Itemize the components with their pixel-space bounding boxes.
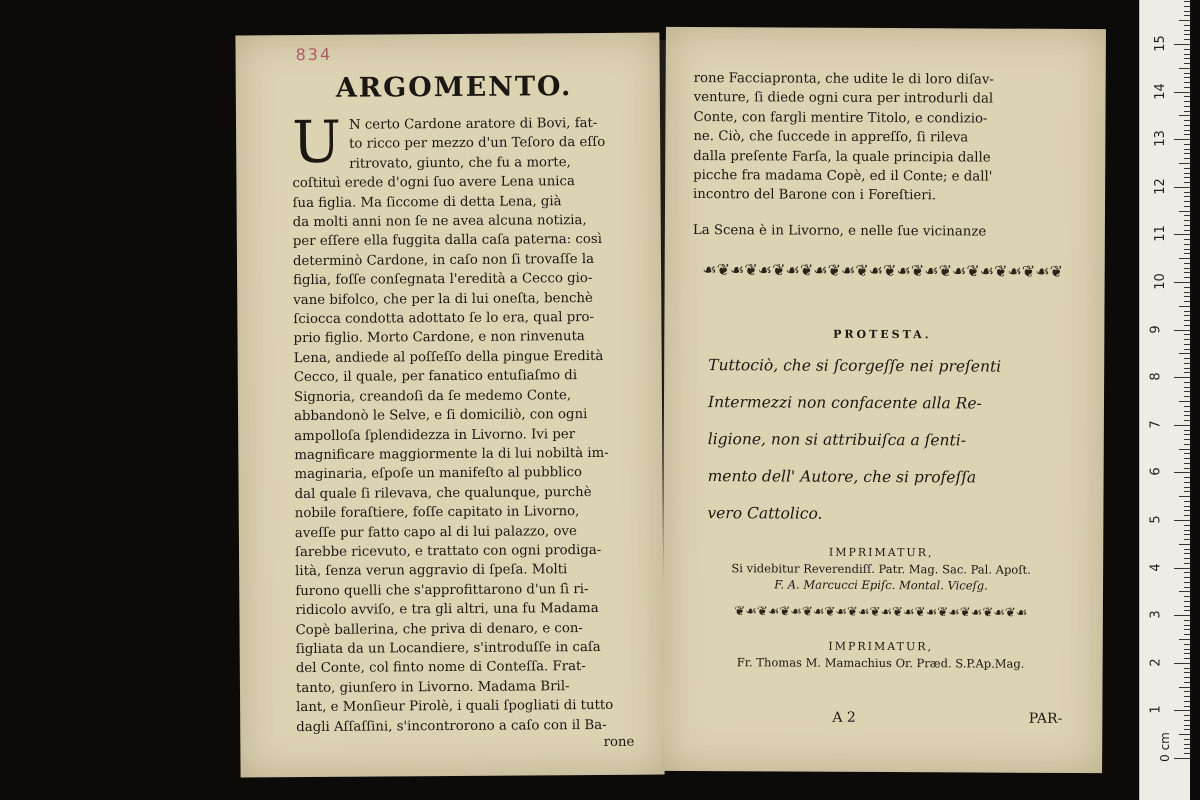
ruler-tick: [1184, 125, 1190, 126]
imprimatur-1-line2: F. A. Marcucci Epiſc. Montal. Viceſg.: [774, 577, 988, 593]
page-title: ARGOMENTO.: [335, 71, 573, 104]
ruler-tick: [1184, 358, 1190, 359]
protesta-text: [707, 355, 1072, 526]
ruler-tick: [1184, 30, 1190, 31]
text-line: ampolloſa ſplendidezza in Livorno. Ivi per: [294, 426, 576, 444]
ruler-tick: [1184, 744, 1190, 745]
text-line: nobile foraſtiere, foſſe capitato in Livorno,: [294, 504, 580, 522]
catchword-left: rone: [603, 734, 635, 750]
ruler-tick: [1184, 430, 1190, 431]
ruler-tick: [1184, 292, 1190, 293]
ruler-tick: [1179, 115, 1190, 116]
ruler-tick: [1184, 272, 1190, 273]
text-line: figlia, foſſe conſegnata l'eredità a Cecco gio-: [293, 271, 593, 289]
ruler-tick: [1179, 734, 1190, 735]
ruler-tick: [1184, 539, 1190, 540]
ruler-tick: [1184, 111, 1190, 112]
ruler-tick: [1184, 748, 1190, 749]
text-line: ſigliata da un Locandiere, s'introduſſe in caſa: [295, 639, 601, 658]
ruler-tick: [1174, 92, 1190, 93]
ruler-tick: [1184, 601, 1190, 602]
ruler-tick: [1184, 239, 1190, 240]
ruler-tick: [1184, 6, 1190, 7]
text-line: Cecco, il quale, per fanatico entuſiaſmo di: [293, 368, 578, 386]
ruler-tick: [1184, 268, 1190, 269]
protesta-line: Intermezzi non confacente alla Re-: [707, 393, 982, 413]
ruler-number: 4: [1148, 562, 1164, 572]
ruler-tick: [1184, 530, 1190, 531]
text-line: Signoria, creandoſi da ſe medemo Conte,: [293, 387, 572, 405]
ruler-tick: [1184, 120, 1190, 121]
ruler-tick: [1184, 334, 1190, 335]
protesta-line: vero Cattolico.: [707, 504, 823, 524]
ruler-tick: [1184, 487, 1190, 488]
ruler-tick: [1184, 725, 1190, 726]
ruler-tick: [1184, 672, 1190, 673]
ruler-tick: [1184, 320, 1190, 321]
ruler-tick: [1184, 439, 1190, 440]
ruler-tick: [1184, 501, 1190, 502]
ruler-tick: [1184, 158, 1190, 159]
ruler-tick: [1179, 496, 1190, 497]
text-line: aveſſe pur fatto capo al di lui palazzo, ove: [294, 523, 577, 541]
ruler-tick: [1184, 515, 1190, 516]
ruler-tick: [1184, 729, 1190, 730]
ruler-number: 8: [1148, 372, 1164, 381]
ruler-tick: [1184, 482, 1190, 483]
ruler-tick: [1184, 315, 1190, 316]
ruler-number: 13: [1152, 130, 1168, 147]
ruler-number: 9: [1148, 324, 1164, 334]
signature-mark: A 2: [832, 709, 856, 726]
ruler-tick: [1184, 596, 1190, 597]
ruler-tick: [1179, 591, 1190, 592]
ruler-tick: [1174, 520, 1190, 521]
ruler-tick: [1184, 506, 1190, 507]
text-line: dal quale ſi rilevava, che qualunque, purchè: [294, 484, 592, 502]
ruler-tick: [1184, 534, 1190, 535]
text-line: venture, ſi diede ogni cura per introdurli dal: [693, 90, 994, 107]
ruler-tick: [1174, 44, 1190, 45]
ruler-number: 15: [1152, 35, 1168, 52]
ruler-tick: [1174, 282, 1190, 283]
text-line: Copè ballerina, che priva di denaro, e con-: [295, 620, 583, 638]
ruler-tick: [1184, 34, 1190, 35]
ruler-tick: [1184, 1, 1190, 2]
text-line: abbandonò le Selve, e ſi domiciliò, con ogni: [294, 407, 588, 425]
scene-line: La Scena è in Livorno, e nelle ſue vicinanze: [692, 222, 987, 240]
ruler-tick: [1184, 339, 1190, 340]
ruler-tick: [1174, 187, 1190, 188]
ruler-tick: [1179, 687, 1190, 688]
ruler-tick: [1184, 73, 1190, 74]
ruler-tick: [1174, 758, 1190, 759]
ruler-tick: [1179, 449, 1190, 450]
ruler-tick: [1184, 177, 1190, 178]
ruler-tick: [1184, 549, 1190, 550]
page-footer: [832, 710, 1062, 727]
ruler-tick: [1184, 411, 1190, 412]
ruler-tick: [1184, 634, 1190, 635]
ruler-tick: [1184, 406, 1190, 407]
ruler-tick: [1184, 644, 1190, 645]
ruler-tick: [1184, 173, 1190, 174]
ruler-tick: [1184, 215, 1190, 216]
ruler-tick: [1184, 477, 1190, 478]
ruler-tick: [1184, 58, 1190, 59]
ruler-tick: [1184, 15, 1190, 16]
ornament-band-1: ☙❦☙❦☙❦☙❦☙❦☙❦☙❦☙❦☙❦☙❦☙❦☙❦☙❦: [702, 259, 1064, 281]
ruler-tick: [1174, 568, 1190, 569]
ruler-tick: [1184, 196, 1190, 197]
ornament-band-2: ❦☙❦☙❦☙❦☙❦☙❦☙❦☙❦☙❦☙❦☙❦☙❦☙❦☙: [734, 604, 1028, 621]
ruler-tick: [1184, 368, 1190, 369]
imprimatur-2-title: IMPRIMATUR,: [828, 639, 934, 654]
ruler-tick: [1179, 639, 1190, 640]
ruler-tick: [1184, 263, 1190, 264]
ruler-tick: [1184, 444, 1190, 445]
ruler-tick: [1184, 691, 1190, 692]
ruler-tick: [1184, 668, 1190, 669]
ruler-tick: [1174, 710, 1190, 711]
ruler-tick: [1184, 468, 1190, 469]
ruler-tick: [1184, 753, 1190, 754]
ruler-tick: [1184, 192, 1190, 193]
ruler-tick: [1184, 296, 1190, 297]
ruler-tick: [1184, 325, 1190, 326]
ruler-tick: [1184, 382, 1190, 383]
text-line: vane bifolco, che per la di lui oneſta, benchè: [293, 290, 593, 308]
ruler-tick: [1184, 149, 1190, 150]
ruler-tick: [1184, 287, 1190, 288]
ruler-tick: [1184, 311, 1190, 312]
text-line: rone Facciapronta, che udite le di loro diſav-: [693, 70, 994, 88]
ruler-tick: [1184, 277, 1190, 278]
ruler-tick: [1184, 82, 1190, 83]
text-line: to ricco per mezzo d'un Teſoro da eſſo: [349, 135, 606, 153]
drop-cap: U: [291, 107, 342, 177]
text-line: incontro del Barone con i Foreſtieri.: [693, 187, 937, 204]
ruler-tick: [1184, 130, 1190, 131]
ruler-tick: [1184, 182, 1190, 183]
ruler-tick: [1184, 563, 1190, 564]
ruler-tick: [1184, 434, 1190, 435]
ruler-number: 5: [1148, 515, 1164, 524]
text-line: del Conte, col finto nome di Conteſſa. Frat-: [295, 659, 586, 677]
ruler-number: 2: [1148, 658, 1164, 667]
protesta-line: mento dell' Autore, che si profeſſa: [707, 467, 977, 487]
text-line: da molti anni non ſe ne avea alcuna notizia,: [292, 213, 587, 231]
ruler-tick: [1184, 620, 1190, 621]
ruler-number: 7: [1148, 420, 1164, 429]
ruler-tick: [1184, 715, 1190, 716]
ruler-tick: [1184, 106, 1190, 107]
ruler-tick: [1179, 20, 1190, 21]
text-line: Lena, andiede al poſſeſſo della pingue Eredità: [293, 348, 604, 366]
ruler-tick: [1184, 144, 1190, 145]
ruler-tick: [1184, 363, 1190, 364]
ruler-tick: [1174, 472, 1190, 473]
ruler-tick: [1174, 615, 1190, 616]
ruler-tick: [1184, 349, 1190, 350]
ruler-tick: [1174, 663, 1190, 664]
ruler-number: 3: [1148, 610, 1164, 619]
ruler-number: 6: [1148, 467, 1164, 477]
ruler-tick: [1184, 201, 1190, 202]
imprimatur-1-title: IMPRIMATUR,: [828, 545, 934, 560]
ruler-tick: [1184, 491, 1190, 492]
ruler-tick: [1179, 401, 1190, 402]
measurement-ruler: [1139, 0, 1190, 800]
ruler-tick: [1184, 25, 1190, 26]
ruler-tick: [1184, 572, 1190, 573]
right-page: [662, 27, 1106, 773]
protesta-line: Tuttociò, che si ſcorgeſſe nei preſenti: [708, 356, 1002, 376]
catchword-right: PAR-: [1028, 710, 1063, 727]
ruler-tick: [1184, 658, 1190, 659]
ruler-tick: [1184, 653, 1190, 654]
argument-continuation: [693, 69, 1074, 207]
ruler-tick: [1184, 510, 1190, 511]
ruler-tick: [1179, 258, 1190, 259]
ruler-tick: [1184, 629, 1190, 630]
ruler-tick: [1179, 544, 1190, 545]
ruler-tick: [1184, 610, 1190, 611]
left-page: [235, 33, 664, 778]
ruler-number: 10: [1152, 273, 1168, 290]
ruler-tick: [1184, 372, 1190, 373]
ruler-tick: [1184, 696, 1190, 697]
ruler-tick: [1184, 606, 1190, 607]
text-line: ritrovato, giunto, che fu a morte,: [349, 154, 571, 172]
text-line: furono quelli che s'approfittarono d'un ſì ri-: [295, 581, 589, 599]
ruler-tick: [1184, 344, 1190, 345]
ruler-tick: [1179, 306, 1190, 307]
ruler-tick: [1184, 391, 1190, 392]
text-line: ſua figlia. Ma ſiccome di detta Lena, già: [292, 193, 562, 211]
ruler-tick: [1179, 163, 1190, 164]
ruler-tick: [1184, 558, 1190, 559]
ruler-tick: [1184, 220, 1190, 221]
text-line: magnificare maggiormente la di lui nobiltà im-: [294, 445, 609, 463]
ruler-tick: [1174, 234, 1190, 235]
text-line: maginaria, eſpoſe un manifeſto al pubblico: [294, 465, 583, 483]
text-line: ſciocca condotta adottato ſe lo era, qual pro-: [293, 310, 595, 328]
ruler-tick: [1184, 387, 1190, 388]
ruler-tick: [1179, 68, 1190, 69]
argument-text: [291, 107, 642, 737]
text-line: per eſſere ella fuggita dalla caſa paterna: così: [292, 232, 602, 250]
ruler-tick: [1184, 134, 1190, 135]
ruler-tick: [1184, 396, 1190, 397]
ruler-tick: [1174, 377, 1190, 378]
imprimatur-1-line1: Si videbitur Reverendiſſ. Patr. Mag. Sac. Pal. Apoſt.: [731, 561, 1031, 577]
ruler-tick: [1184, 249, 1190, 250]
text-line: N certo Cardone aratore di Bovi, fat-: [348, 115, 598, 133]
ruler-tick: [1184, 87, 1190, 88]
text-line: lant, e Monſieur Pirolè, i quali ſpogliati di tutto: [296, 698, 614, 716]
text-line: ne. Ciò, che ſuccede in appreſſo, ſi rileva: [693, 129, 969, 146]
ruler-tick: [1184, 739, 1190, 740]
ruler-tick: [1179, 353, 1190, 354]
ruler-tick: [1184, 153, 1190, 154]
ruler-tick: [1184, 301, 1190, 302]
ruler-number: 1: [1148, 705, 1164, 715]
text-line: dalla preſente Farſa, la quale principia dalle: [693, 148, 991, 166]
text-line: ſarebbe ricevuto, e trattato con ogni prodiga-: [294, 542, 602, 561]
ruler-tick: [1184, 420, 1190, 421]
ruler-tick: [1184, 701, 1190, 702]
ruler-tick: [1174, 139, 1190, 140]
ruler-tick: [1184, 625, 1190, 626]
text-line: dagli Aſſaſſini, s'incontrorono a caſo con il Ba-: [296, 717, 607, 735]
ruler-tick: [1184, 230, 1190, 231]
ruler-tick: [1184, 54, 1190, 55]
ruler-tick: [1184, 96, 1190, 97]
argument-lines: [291, 107, 642, 737]
ruler-tick: [1184, 458, 1190, 459]
ruler-tick: [1184, 677, 1190, 678]
text-line: coſtituì erede d'ogni ſuo avere Lena unica: [292, 174, 575, 192]
text-line: picche fra madama Copè, ed il Conte; e dall': [693, 168, 993, 185]
ruler-tick: [1184, 649, 1190, 650]
ruler-tick: [1179, 211, 1190, 212]
ruler-tick: [1184, 720, 1190, 721]
ruler-tick: [1184, 706, 1190, 707]
ruler-tick: [1184, 682, 1190, 683]
ruler-tick: [1184, 577, 1190, 578]
protesta-heading: PROTESTA.: [833, 327, 932, 342]
ruler-tick: [1184, 463, 1190, 464]
imprimatur-2-line1: Fr. Thomas M. Mamachius Or. Præd. S.P.Ap.Mag.: [736, 655, 1025, 671]
ruler-number: 11: [1152, 225, 1168, 243]
ruler-tick: [1174, 330, 1190, 331]
ruler-unit-label: 0 cm: [1157, 732, 1172, 762]
text-line: determinò Cardone, in caſo non ſi trovaſſe la: [292, 251, 595, 269]
ruler-tick: [1184, 553, 1190, 554]
text-line: ridicolo avviſo, e tra gli altri, una fu Madama: [295, 601, 599, 619]
pencil-inventory-mark: 834: [295, 44, 333, 65]
ruler-tick: [1184, 101, 1190, 102]
ruler-tick: [1184, 253, 1190, 254]
text-line: prio figlio. Morto Cardone, e non rinvenuta: [293, 329, 585, 347]
text-line: lità, ſenza verun aggravio di ſpeſa. Molti: [295, 562, 568, 580]
ruler-tick: [1184, 49, 1190, 50]
protesta-line: ligione, non si attribuiſca a ſenti-: [707, 430, 967, 450]
text-line: tanto, giunſero in Livorno. Madama Bril-: [295, 678, 570, 696]
ruler-number: 12: [1152, 178, 1168, 195]
ruler-tick: [1184, 63, 1190, 64]
ruler-tick: [1184, 11, 1190, 12]
ruler-tick: [1184, 168, 1190, 169]
ruler-tick: [1184, 587, 1190, 588]
ruler-tick: [1174, 425, 1190, 426]
ruler-tick: [1184, 244, 1190, 245]
ruler-tick: [1184, 415, 1190, 416]
ruler-tick: [1184, 582, 1190, 583]
ruler-number: 14: [1152, 82, 1168, 100]
ruler-tick: [1184, 206, 1190, 207]
text-line: Conte, con fargli mentire Titolo, e condizio-: [693, 109, 988, 127]
ruler-tick: [1184, 525, 1190, 526]
ruler-tick: [1184, 77, 1190, 78]
ruler-tick: [1184, 225, 1190, 226]
ruler-tick: [1184, 453, 1190, 454]
ruler-tick: [1184, 39, 1190, 40]
